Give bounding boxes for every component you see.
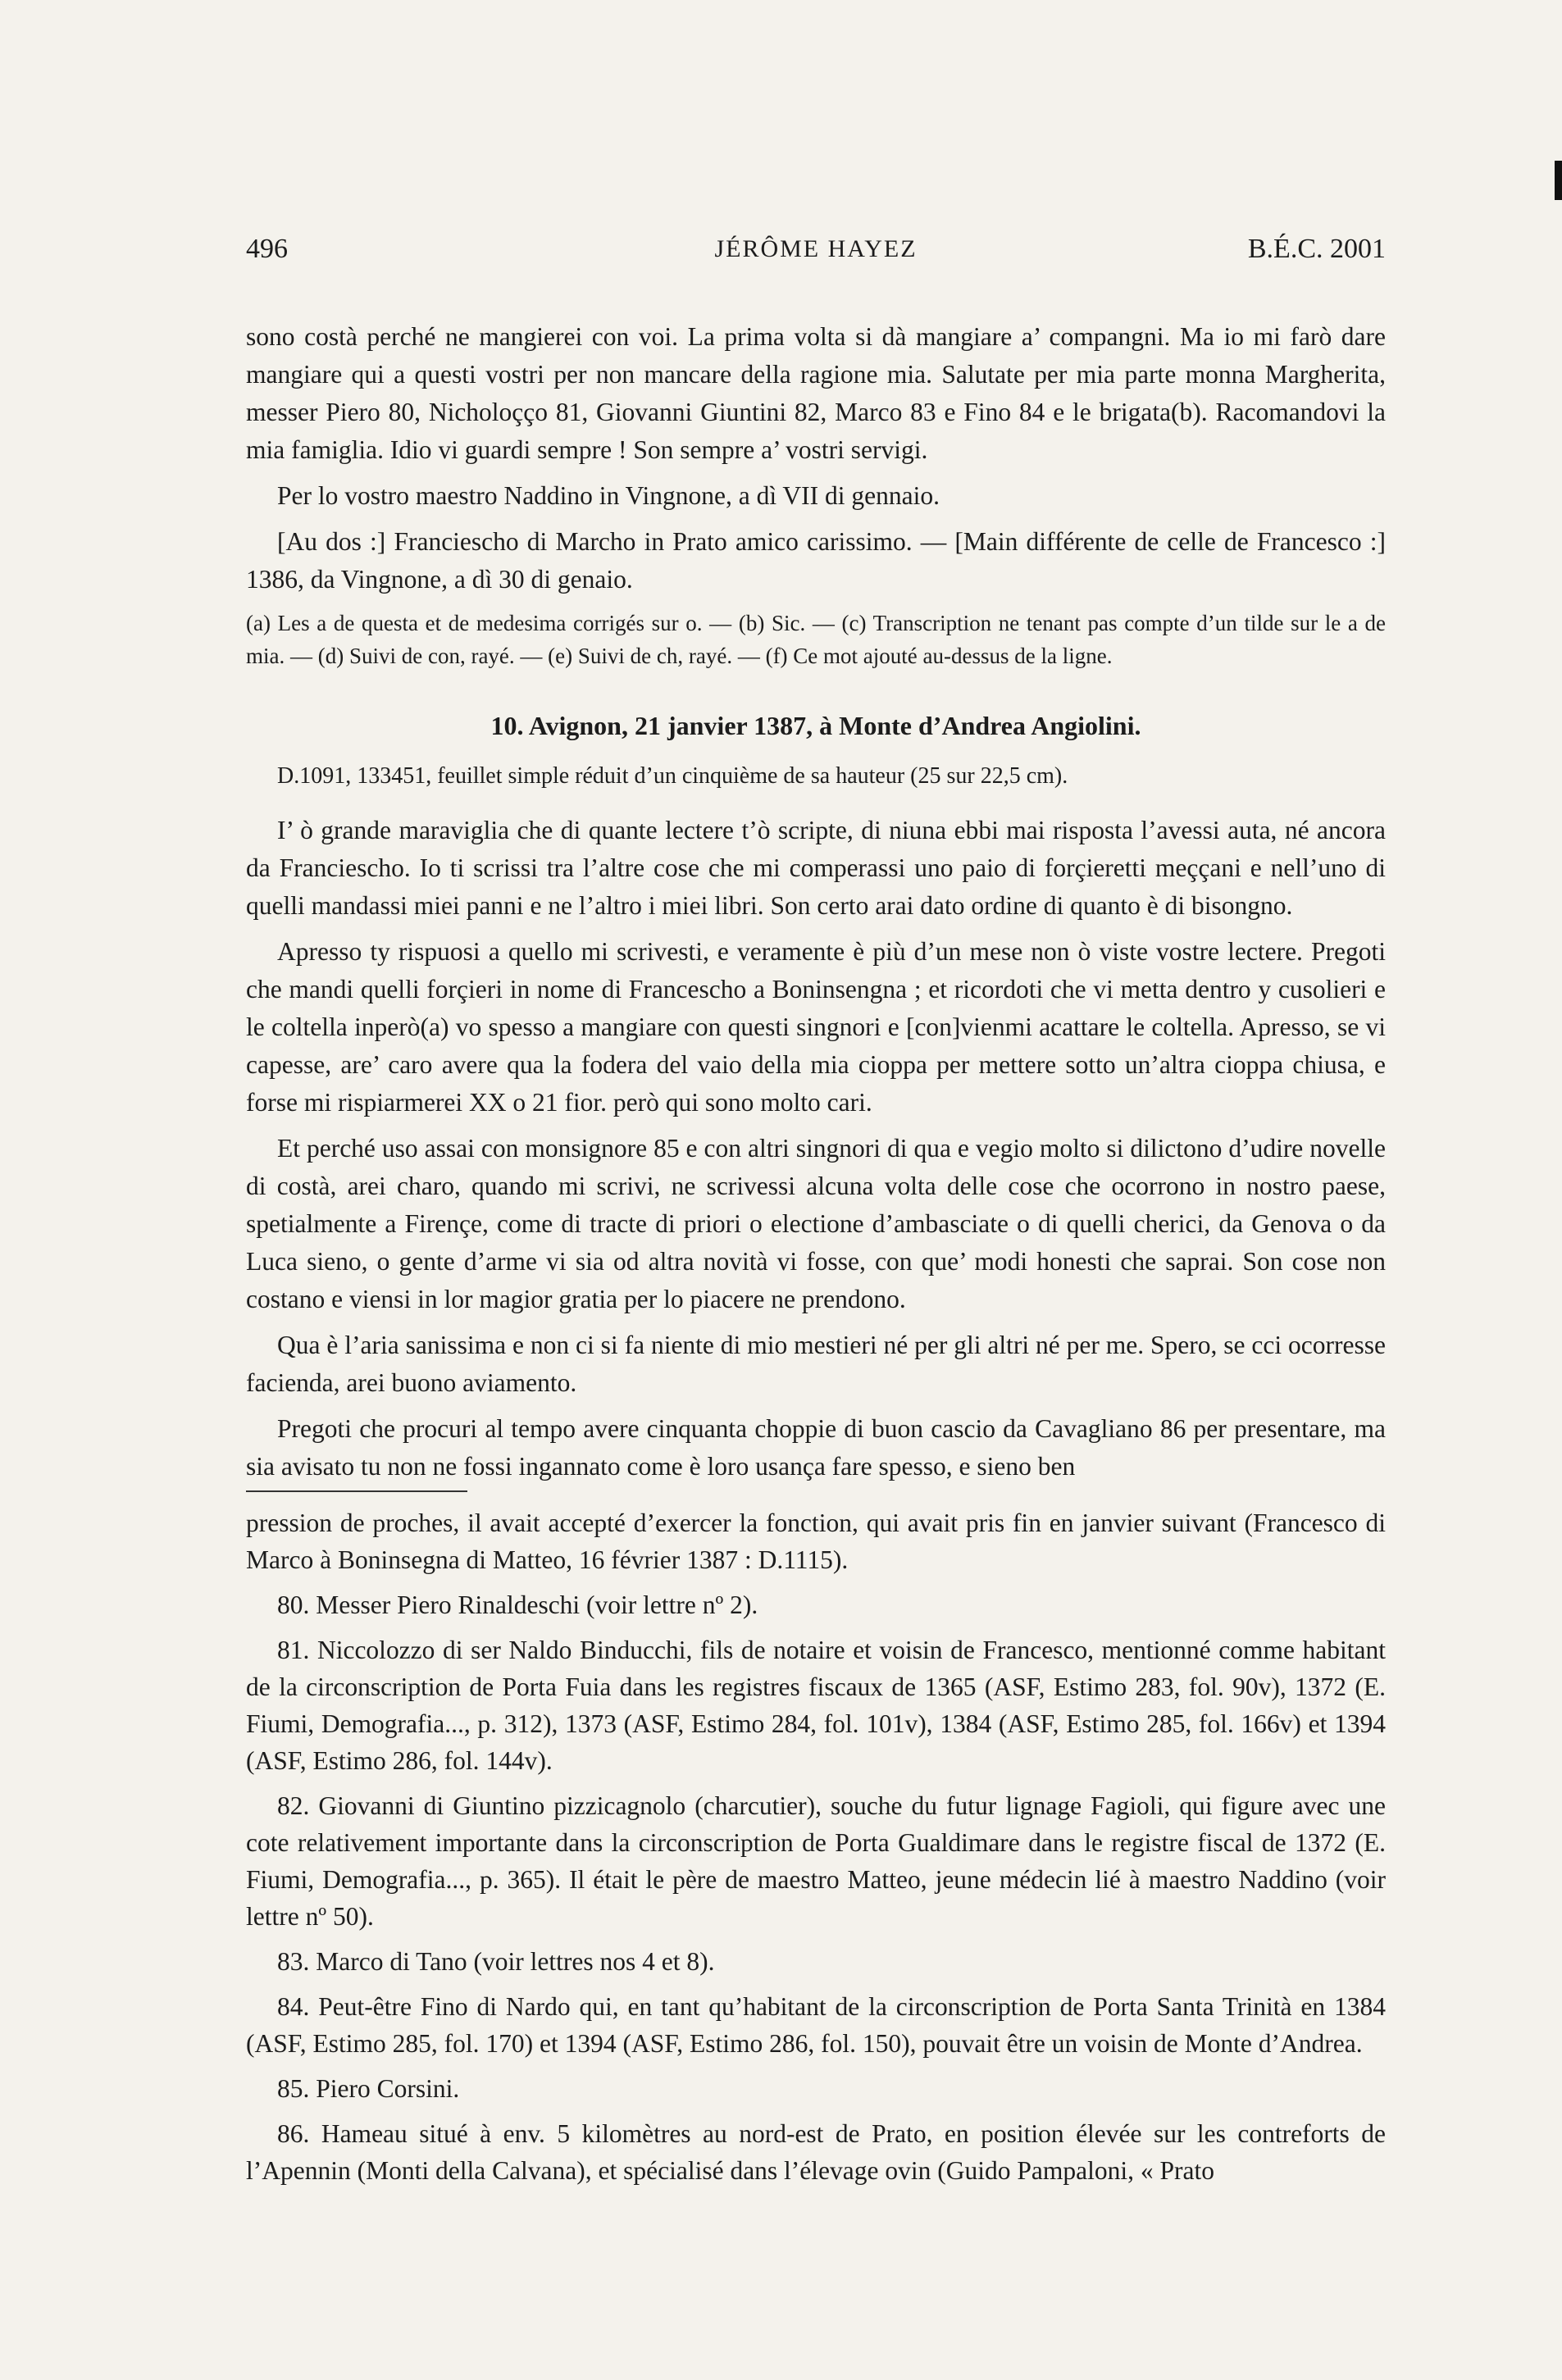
- letter9-paragraph: [Au dos :] Franciescho di Marcho in Prato amico carissimo. — [Main différente de celle de Francesco :] 1386, da Vingnone, a dì 30 di genaio.: [246, 527, 1386, 594]
- main-text: [246, 318, 1386, 1494]
- letter10-paragraph: Qua è l’aria sanissima e non ci si fa niente di mio mestieri né per gli altri né per me. Spero, se cci ocorresse facienda, arei buono aviamento.: [246, 1331, 1386, 1397]
- footnote: 84. Peut-être Fino di Nardo qui, en tant qu’habitant de la circonscription de Porta Santa Trinità en 1384 (ASF, Estimo 285, fol. 170) et 1394 (ASF, Estimo 286, fol. 150), pouvait être un voisin de Monte d’Andrea.: [246, 1992, 1386, 2058]
- footnote: pression de proches, il avait accepté d’exercer la fonction, qui avait pris fin en janvier suivant (Francesco di Marco à Boninsegna di Matteo, 16 février 1387 : D.1115).: [246, 1509, 1386, 1574]
- letter10-paragraph: I’ ò grande maraviglia che di quante lectere t’ò scripte, di niuna ebbi mai risposta l’avessi auta, né ancora da Franciescho. Io ti scrissi tra l’altre cose che mi comperassi uno paio di forçieretti meççani e nell’uno di quelli mandassi miei panni e ne l’altro i miei libri. Son certo arai dato ordine di quanto è di bisongno.: [246, 816, 1386, 920]
- letter10-paragraph: Et perché uso assai con monsignore 85 e con altri singnori di qua e vegio molto si dilictono d’udire novelle di costà, arei charo, quando mi scrivi, ne scrivessi alcuna volta delle cose che ocorrono in nostro paese, spetialmente a Firençe, come di tracte di priori o electione d’ambasciate o di quelli cherici, da Genova o da Luca sieno, o gente d’arme vi sia od altra novità vi fosse, con que’ modi honesti che saprai. Son cose non costano e viensi in lor magior gratia per lo piacere ne prendono.: [246, 1134, 1386, 1313]
- critical-apparatus: (a) Les a de questa et de medesima corrigés sur o. — (b) Sic. — (c) Transcription ne tenant pas compte d’un tilde sur le a de mia. — (d) Suivi de con, rayé. — (e) Suivi de ch, rayé. — (f) Ce mot ajouté au-dessus de la ligne.: [246, 611, 1386, 668]
- running-header: [246, 234, 1386, 283]
- footnotes: [246, 1504, 1386, 2197]
- letter10-paragraph: Apresso ty rispuosi a quello mi scrivesti, e veramente è più d’un mese non ò viste vostre lectere. Pregoti che mandi quelli forçieri in nome di Francescho a Boninsengna ; et ricordoti che vi metta dentro y cusolieri e le coltella inperò(a) vo spesso a mangiare con questi singnori e [con]vienmi acattare le coltella. Apresso, se vi capesse, are’ caro avere qua la fodera del vaio della mia cioppa per mettere sotto un’altra cioppa chiusa, e forse mi rispiarmerei XX o 21 fior. però qui sono molto cari.: [246, 937, 1386, 1117]
- letter9-paragraph: sono costà perché ne mangierei con voi. La prima volta si dà mangiare a’ compangni. Ma io mi farò dare mangiare qui a questi vostri per non mancare della ragione mia. Salutate per mia parte monna Margherita, messer Piero 80, Nicholoçço 81, Giovanni Giuntini 82, Marco 83 e Fino 84 e le brigata(b). Racomandovi la mia famiglia. Idio vi guardi sempre ! Son sempre a’ vostri servigi.: [246, 322, 1386, 464]
- footnote: 80. Messer Piero Rinaldeschi (voir lettre nº 2).: [277, 1590, 758, 1619]
- page-number: 496: [246, 234, 288, 264]
- footnote: 81. Niccolozzo di ser Naldo Binducchi, fils de notaire et voisin de Francesco, mentionné comme habitant de la circonscription de Porta Fuia dans les registres fiscaux de 1365 (ASF, Estimo 283, fol. 90v), 1372 (E. Fiumi, Demografia..., p. 312), 1373 (ASF, Estimo 284, fol. 101v), 1384 (ASF, Estimo 285, fol. 166v) et 1394 (ASF, Estimo 286, fol. 144v).: [246, 1636, 1386, 1775]
- letter-title: 10. Avignon, 21 janvier 1387, à Monte d’Andrea Angiolini.: [490, 711, 1141, 740]
- letter10-paragraph: Pregoti che procuri al tempo avere cinquanta choppie di buon cascio da Cavagliano 86 per presentare, ma sia avisato tu non ne fossi ingannato come è loro usança fare spesso, e sieno ben: [246, 1414, 1386, 1481]
- footnote-separator: [246, 1490, 467, 1492]
- footnote: 86. Hameau situé à env. 5 kilomètres au nord-est de Prato, en position élevée sur les contreforts de l’Apennin (Monti della Calvana), et spécialisé dans l’élevage ovin (Guido Pampaloni, « Prato: [246, 2119, 1386, 2185]
- letter-reference: D.1091, 133451, feuillet simple réduit d’un cinquième de sa hauteur (25 sur 22,5 cm).: [277, 763, 1068, 789]
- footnote: 83. Marco di Tano (voir lettres nos 4 et 8).: [277, 1947, 715, 1976]
- running-author: JÉRÔME HAYEZ: [714, 235, 918, 262]
- letter9-paragraph: Per lo vostro maestro Naddino in Vingnone, a dì VII di gennaio.: [277, 481, 940, 510]
- edge-mark: [1555, 161, 1562, 200]
- footnote: 82. Giovanni di Giuntino pizzicagnolo (charcutier), souche du futur lignage Fagioli, qui figure avec une cote relativement importante dans la circonscription de Porta Gualdimare dans le registre fiscal de 1372 (E. Fiumi, Demografia..., p. 365). Il était le père de maestro Matteo, jeune médecin lié à maestro Naddino (voir lettre nº 50).: [246, 1791, 1386, 1931]
- journal-title: B.É.C. 2001: [1247, 234, 1386, 264]
- footnote: 85. Piero Corsini.: [277, 2074, 460, 2103]
